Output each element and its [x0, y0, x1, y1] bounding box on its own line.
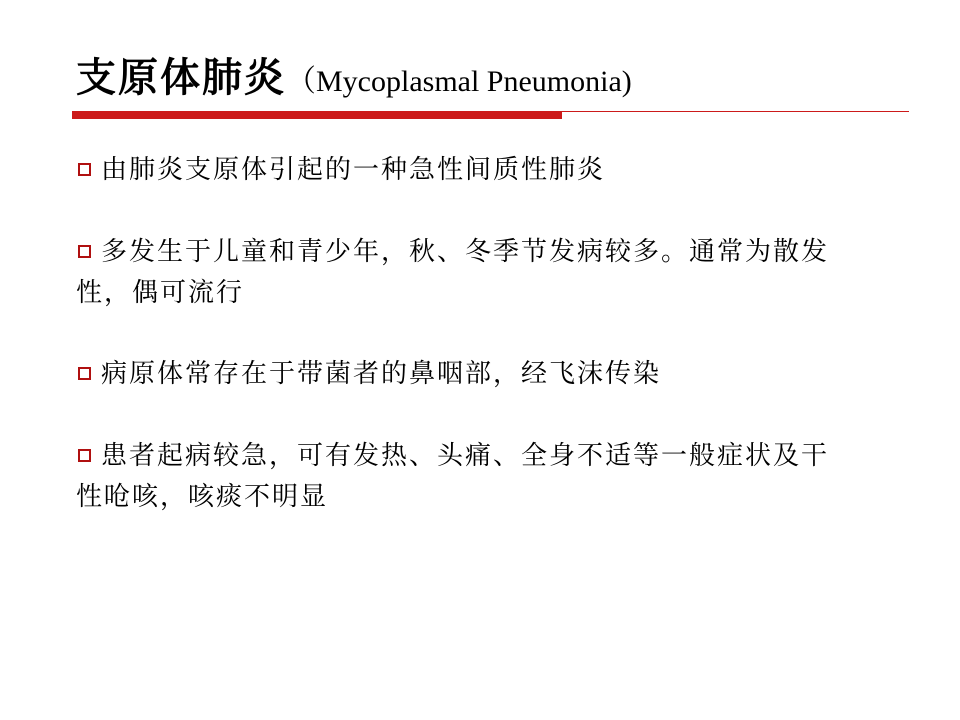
hollow-square-bullet-icon [78, 163, 91, 176]
bullet-item [76, 150, 846, 191]
bullet-item [76, 354, 846, 395]
hollow-square-bullet-icon [78, 367, 91, 380]
title-chinese: 支原体肺炎 [76, 54, 286, 101]
bullet-list [76, 150, 876, 558]
bullet-text: 由肺炎支原体引起的一种急性间质性肺炎 [101, 155, 606, 185]
hollow-square-bullet-icon [78, 245, 91, 258]
title-underline-thick [72, 112, 562, 119]
bullet-text: 患者起病较急，可有发热、头痛、全身不适等一般症状及干性呛咳，咳痰不明显 [76, 441, 830, 512]
slide-title [76, 46, 632, 102]
bullet-text: 多发生于儿童和青少年，秋、冬季节发病较多。通常为散发性，偶可流行 [76, 237, 830, 308]
bullet-text: 病原体常存在于带菌者的鼻咽部，经飞沫传染 [101, 359, 662, 389]
bullet-item [76, 436, 846, 518]
bullet-item [76, 232, 846, 314]
title-english: （Mycoplasmal Pneumonia) [286, 65, 632, 98]
hollow-square-bullet-icon [78, 449, 91, 462]
